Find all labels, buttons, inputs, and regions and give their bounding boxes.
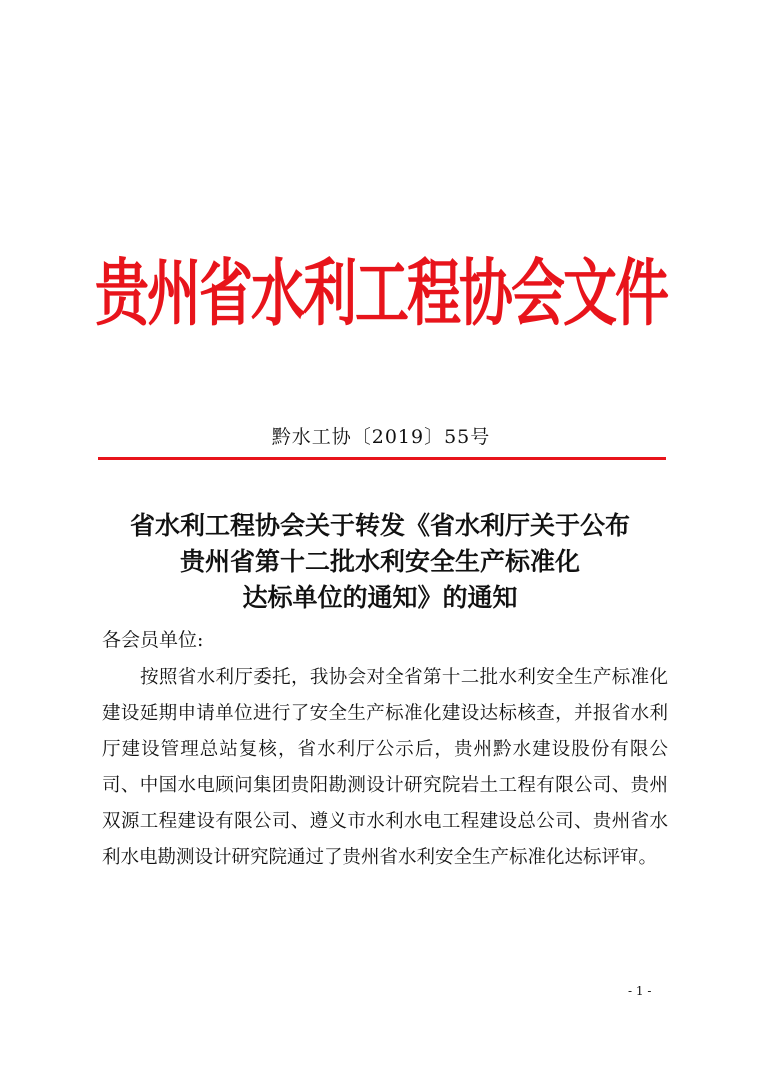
page-number: - 1 - — [628, 984, 652, 998]
notice-title-line-1: 省水利工程协会关于转发《省水利厅关于公布 — [129, 511, 630, 540]
notice-title-line-3: 达标单位的通知》的通知 — [242, 583, 518, 612]
salutation: 各会员单位: — [102, 629, 204, 651]
notice-title — [80, 508, 680, 616]
masthead-title: 贵州省水利工程协会文件 — [95, 250, 667, 336]
notice-title-line-2: 贵州省第十二批水利安全生产标准化 — [179, 547, 580, 576]
red-divider-rule — [98, 457, 666, 460]
document-number: 黔水工协〔2019〕55号 — [271, 426, 491, 448]
body-paragraph: 按照省水利厅委托，我协会对全省第十二批水利安全生产标准化建设延期申请单位进行了安全生产标准化建设达标核查，并报省水利厅建设管理总站复核，省水利厅公示后，贵州黔水建设股份有限公司、中国水电顾问集团贵阳勘测设计研究院岩土工程有限公司、贵州双源工程建设有限公司、遵义市水利水电工程建设总公司、贵州省水利水电勘测设计研究院通过了贵州省水利安全生产标准化达标评审。 — [102, 667, 668, 868]
